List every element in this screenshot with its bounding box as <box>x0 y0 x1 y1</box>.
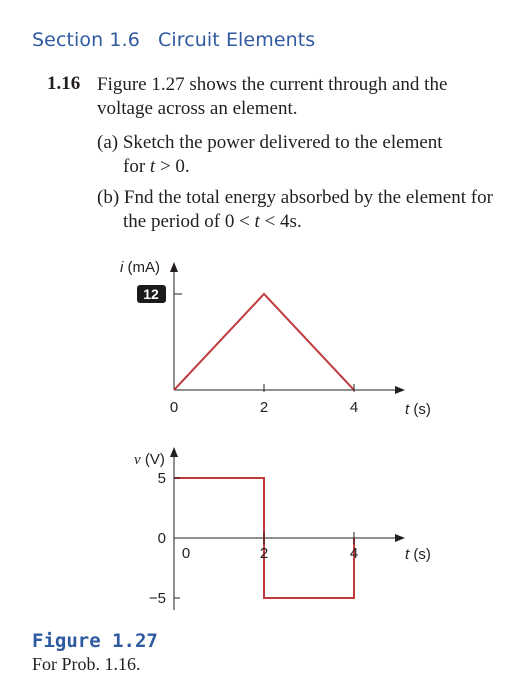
voltage-y-unit: (V) <box>140 451 165 468</box>
part-b-text: the period of 0 < <box>123 211 255 232</box>
current-x-axis-arrow <box>395 386 405 394</box>
current-waveform <box>174 294 354 390</box>
figure-caption: For Prob. 1.16. <box>32 654 141 674</box>
problem-line-2: voltage across an element. <box>97 98 298 119</box>
part-b-variable: t <box>254 211 260 232</box>
voltage-x-unit: (s) <box>409 546 431 563</box>
current-y-tick-label: 12 <box>143 286 159 302</box>
voltage-x-axis-arrow <box>395 534 405 542</box>
part-b-line-1: (b) Fnd the total energy absorbed by the element for <box>97 187 493 208</box>
current-y-var: i <box>120 259 124 276</box>
current-x-unit: (s) <box>409 401 431 418</box>
voltage-y-tick-label: 0 <box>157 530 166 547</box>
part-a-text-end: > 0. <box>155 156 190 177</box>
current-chart <box>120 259 431 418</box>
voltage-y-tick-label: −5 <box>148 590 166 607</box>
current-x-tick-label: 4 <box>349 399 359 416</box>
voltage-x-tick-label: 2 <box>259 545 269 562</box>
current-x-tick-label: 0 <box>169 399 179 416</box>
section-number: Section 1.6 <box>32 29 140 51</box>
voltage-x-label <box>405 546 431 563</box>
section-title: Circuit Elements <box>157 29 316 51</box>
current-y-unit: (mA) <box>123 259 161 276</box>
current-x-var: t <box>405 401 410 418</box>
current-y-axis-arrow <box>170 262 178 272</box>
part-a-text: for <box>123 156 150 177</box>
voltage-y-var: v <box>134 452 141 468</box>
part-b-text-end: < 4s. <box>259 211 302 232</box>
problem-line-1: Figure 1.27 shows the current through and the <box>97 74 448 95</box>
voltage-x-var: t <box>405 546 410 563</box>
current-x-tick-label: 2 <box>259 399 269 416</box>
figure-title: Figure 1.27 <box>32 630 158 652</box>
voltage-x-tick-label: 0 <box>181 545 191 562</box>
voltage-y-label <box>134 451 165 468</box>
part-a-line-1: (a) Sketch the power delivered to the element <box>97 132 443 153</box>
part-a-variable: t <box>149 156 156 177</box>
problem-number: 1.16 <box>47 73 81 94</box>
current-y-label <box>120 259 160 276</box>
voltage-chart <box>134 447 431 610</box>
voltage-y-axis-arrow <box>170 447 178 457</box>
voltage-x-tick-label: 4 <box>349 545 359 562</box>
current-x-label <box>405 401 431 418</box>
voltage-y-tick-label: 5 <box>157 470 166 487</box>
